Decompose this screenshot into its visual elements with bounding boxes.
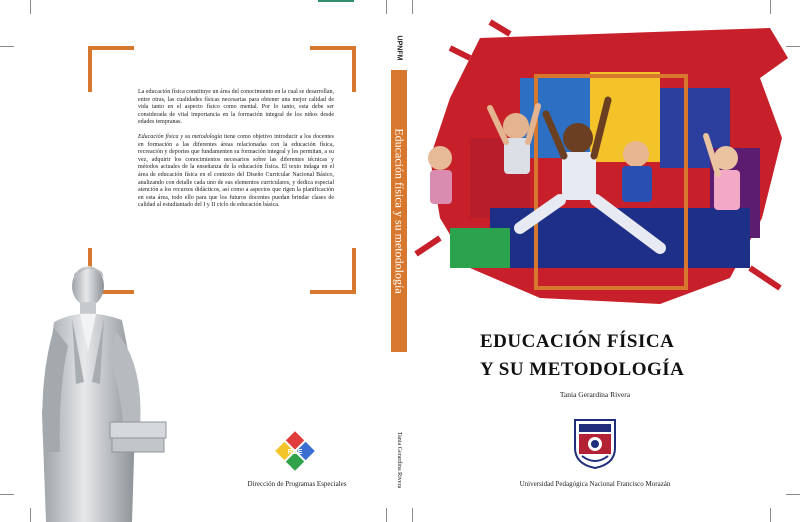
- crop-mark: [786, 494, 800, 495]
- crop-mark: [30, 0, 31, 14]
- blurb-paragraph-2: [138, 134, 334, 210]
- frame-corner: [310, 46, 356, 92]
- blurb-paragraph-2-body: tiene como objetivo introducir a los docentes en formación a las diferentes áreas relacionadas con la educación física, recreación y deportes que fundamenten su formación integral y les permitan, a su vez, adquirir los conocimientos necesarios sobre las diferentes técnicas y métodos actuales de la enseñanza de la educación física. El texto indaga en el área de educación física en el contexto del Diseño Curricular Nacional Básico, analizando con detalle cada uno de sus elementos curriculares, y dedica especial atención a los recursos didácticos, así como a aspectos que rigen la planificación en esta área, todo ello para que los futuros docentes puedan brindar clases de calidad al estudiantado del I y II ciclo de educación básica.: [138, 133, 334, 209]
- book-title-line-2: Y SU METODOLOGÍA: [480, 359, 685, 380]
- book-title-italic: Educación física y su metodología: [138, 133, 223, 140]
- children-photo: [410, 18, 800, 318]
- author-name: Tania Gerardina Rivera: [559, 390, 631, 399]
- rde-logo-text: RDE: [287, 449, 303, 456]
- crop-mark: [0, 46, 14, 47]
- spine-author: Tania Gerardina Rivera: [396, 431, 402, 489]
- publisher-label: Dirección de Programas Especiales: [247, 480, 347, 488]
- frame-corner: [88, 46, 134, 92]
- frame-corner: [310, 248, 356, 294]
- spine-top-label: UPNFM: [395, 35, 403, 61]
- crop-mark: [770, 0, 771, 14]
- blurb-paragraph-1: La educación física constituye un área del conocimiento en la cual se desarrollan, entre otras, las cualidades físicas necesarias para obtener una mejor calidad de vida tanto en el aspecto físico como mental. Por lo tanto, esta debe ser considerada de vital importancia en la formación integral de los niños desde edades tempranas.: [138, 89, 334, 126]
- crop-mark: [412, 508, 413, 522]
- crop-mark: [770, 508, 771, 522]
- spine-title: Educación física y su metodología: [392, 128, 407, 294]
- crop-mark: [0, 494, 14, 495]
- rde-logo-icon: [272, 428, 318, 474]
- crop-mark: [386, 508, 387, 522]
- university-seal-icon: [572, 418, 618, 470]
- top-strip: [318, 0, 354, 2]
- book-title-line-1: EDUCACIÓN FÍSICA: [480, 331, 675, 352]
- crop-mark: [386, 0, 387, 14]
- university-name: Universidad Pedagógica Nacional Francisco Morazán: [519, 480, 671, 488]
- statue-image: [24, 262, 174, 522]
- crop-mark: [412, 0, 413, 14]
- back-cover-blurb: [138, 89, 334, 217]
